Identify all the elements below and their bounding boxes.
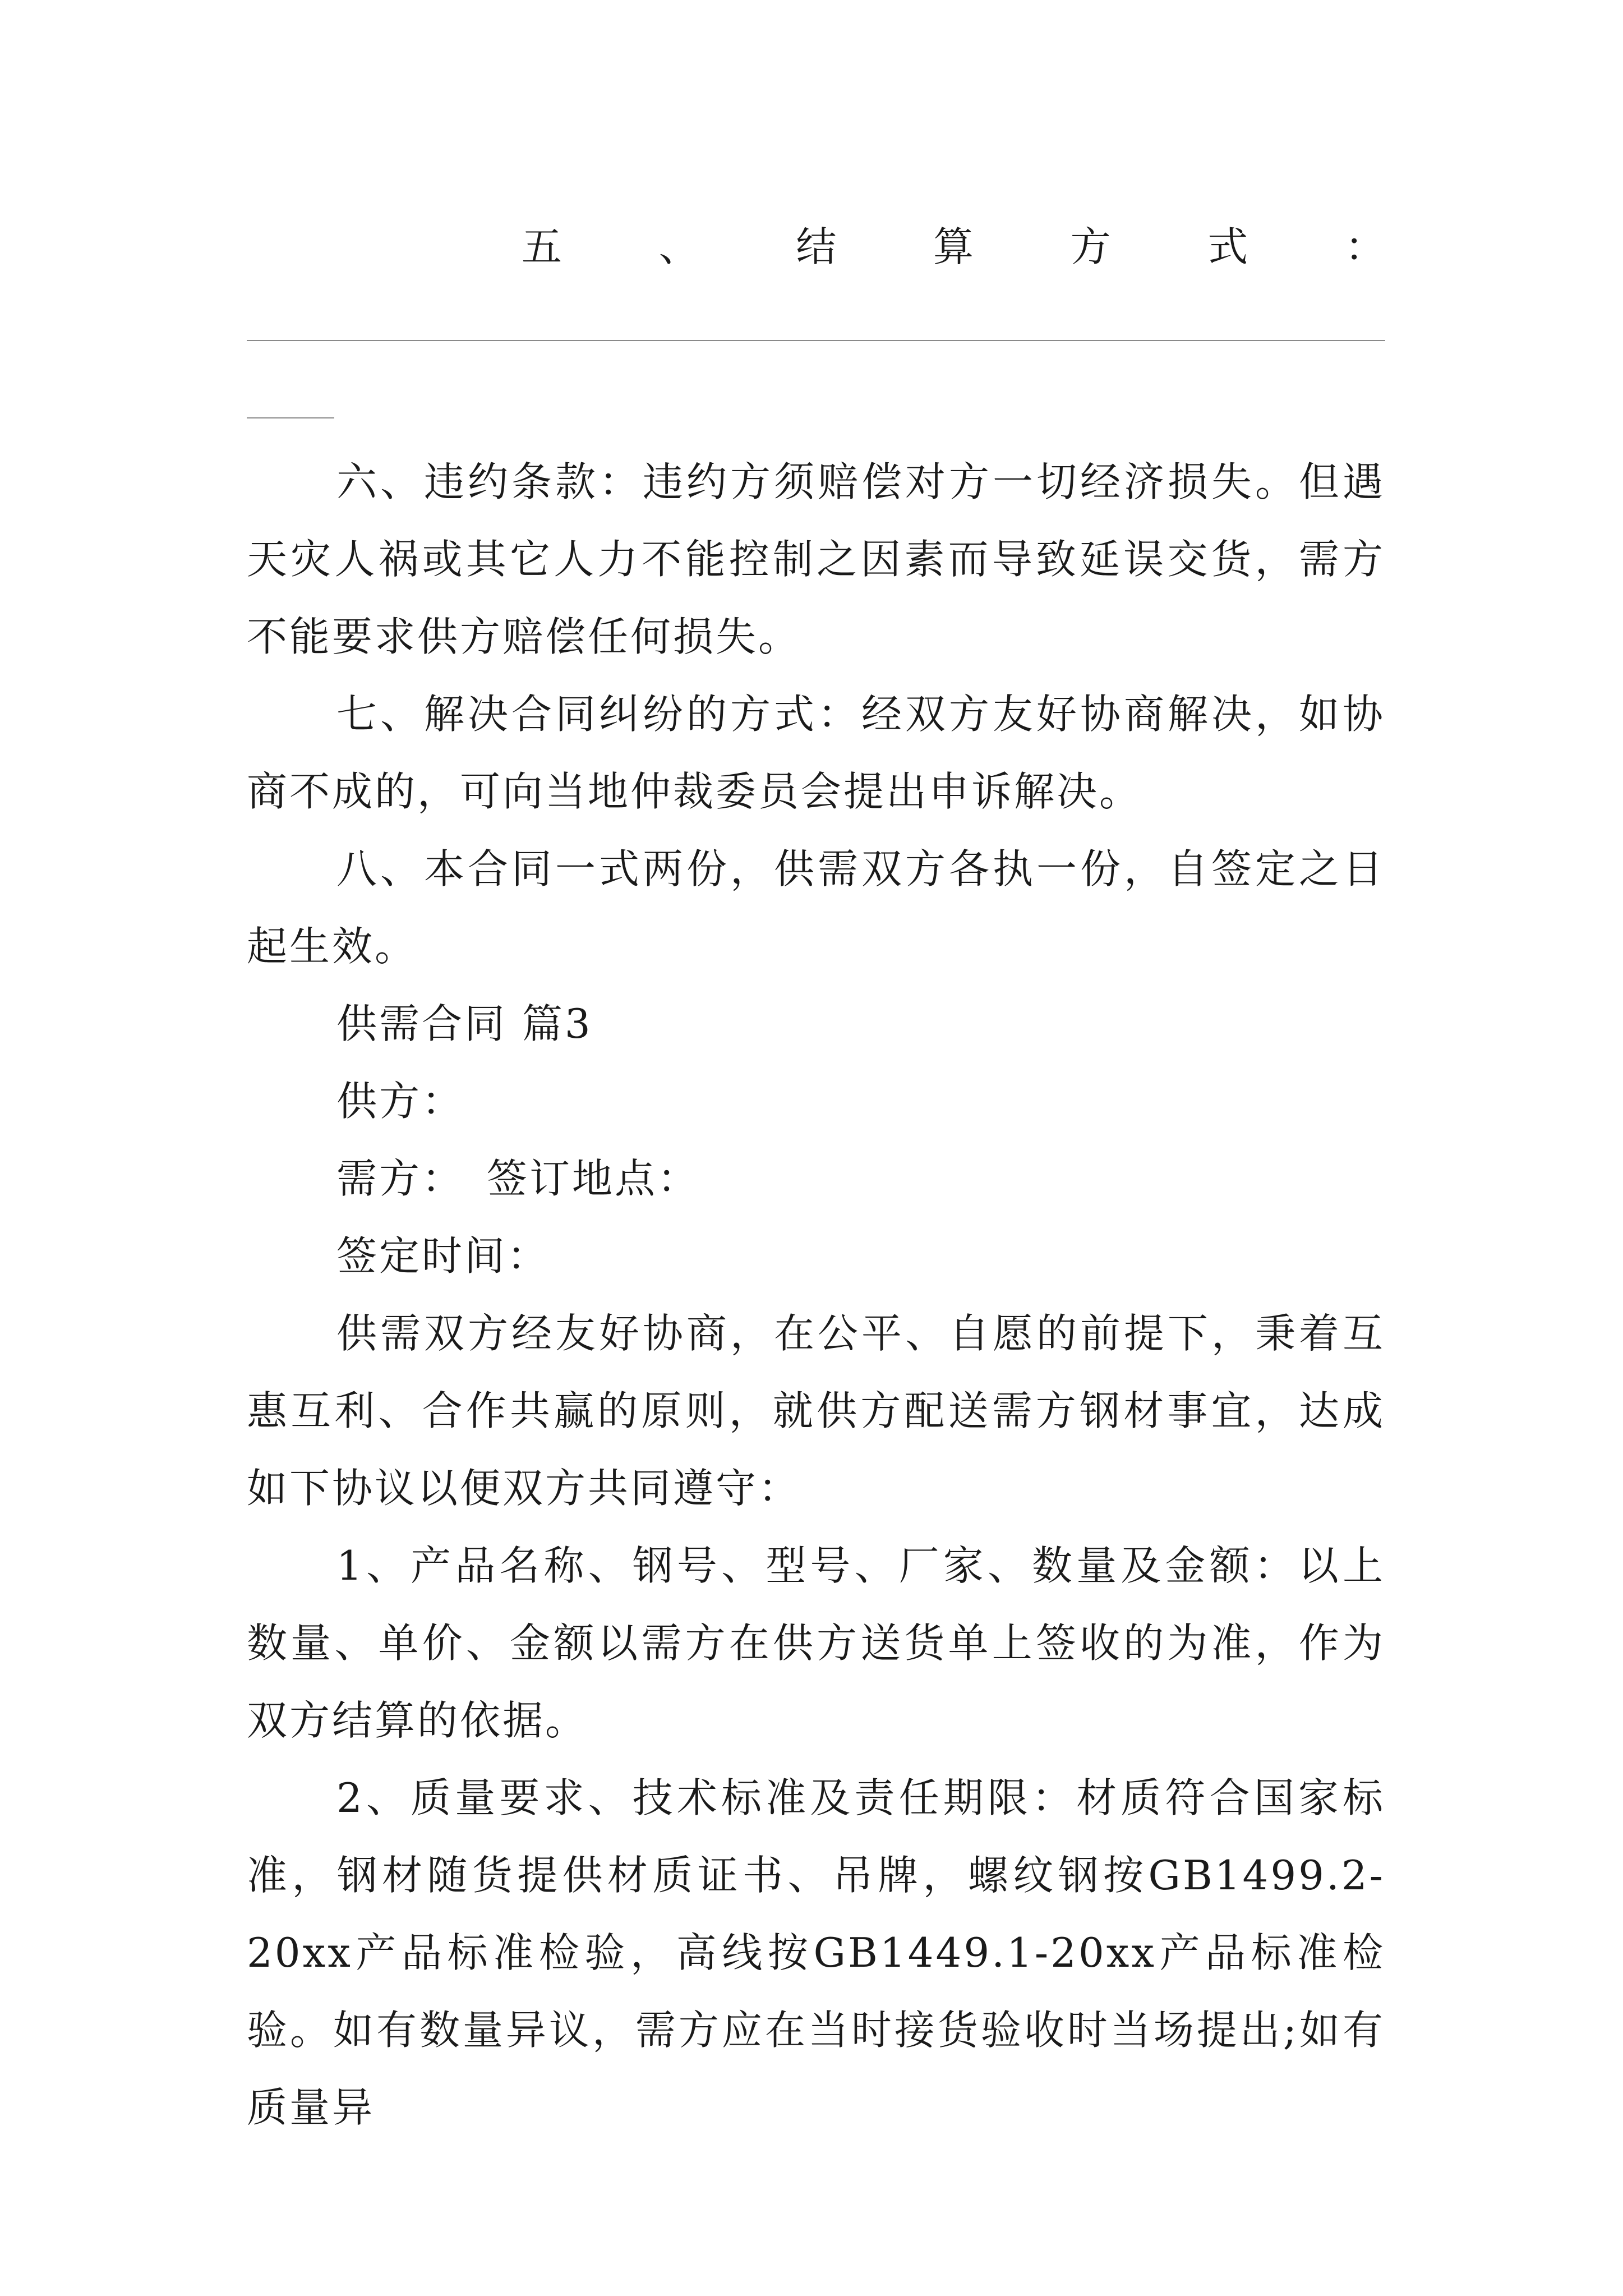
signing-time-line: 签定时间： bbox=[336, 1232, 550, 1280]
supplier-line: 供方： bbox=[336, 1078, 465, 1125]
fill-in-underline-continued bbox=[247, 417, 334, 418]
heading-char: 五 bbox=[522, 223, 562, 270]
clause-breach: 六、违约条款：违约方须赔偿对方一切经济损失。但遇天灾人祸或其它人力不能控制之因素而导致延误交货，需方不能要求供方赔偿任何损失。 bbox=[247, 458, 1385, 660]
heading-char: 、 bbox=[658, 223, 699, 270]
heading-char: 结 bbox=[796, 223, 837, 270]
contract-body bbox=[247, 443, 1385, 2146]
heading-char: ： bbox=[1344, 223, 1385, 270]
clause-quality-standards: 2、质量要求、技术标准及责任期限：材质符合国家标准，钢材随货提供材质证书、吊牌，螺纹钢按GB1499.2-20xx产品标准检验，高线按GB1449.1-20xx产品标准检验。如有数量异议，需方应在当时接货验收时当场提出;如有质量异 bbox=[247, 1774, 1385, 2131]
clause-product-quantity: 1、产品名称、钢号、型号、厂家、数量及金额：以上数量、单价、金额以需方在供方送货单上签收的为准，作为双方结算的依据。 bbox=[247, 1542, 1385, 1744]
contract-title: 供需合同 篇3 bbox=[336, 1000, 593, 1047]
heading-char: 式 bbox=[1207, 223, 1248, 270]
clause-copies-effective: 八、本合同一式两份，供需双方各执一份，自签定之日起生效。 bbox=[247, 845, 1385, 970]
preamble: 供需双方经友好协商，在公平、自愿的前提下，秉着互惠互利、合作共赢的原则，就供方配送需方钢材事宜，达成如下协议以便双方共同遵守： bbox=[247, 1310, 1385, 1512]
heading-char: 方 bbox=[1070, 223, 1111, 270]
fill-in-underline bbox=[247, 340, 1385, 341]
heading-char: 算 bbox=[933, 223, 974, 270]
clause-dispute-resolution: 七、解决合同纠纷的方式：经双方友好协商解决，如协商不成的，可向当地仲裁委员会提出申诉解决。 bbox=[247, 691, 1385, 815]
section-heading-settlement bbox=[247, 202, 1385, 292]
buyer-location-line: 需方： 签订地点： bbox=[336, 1155, 700, 1202]
